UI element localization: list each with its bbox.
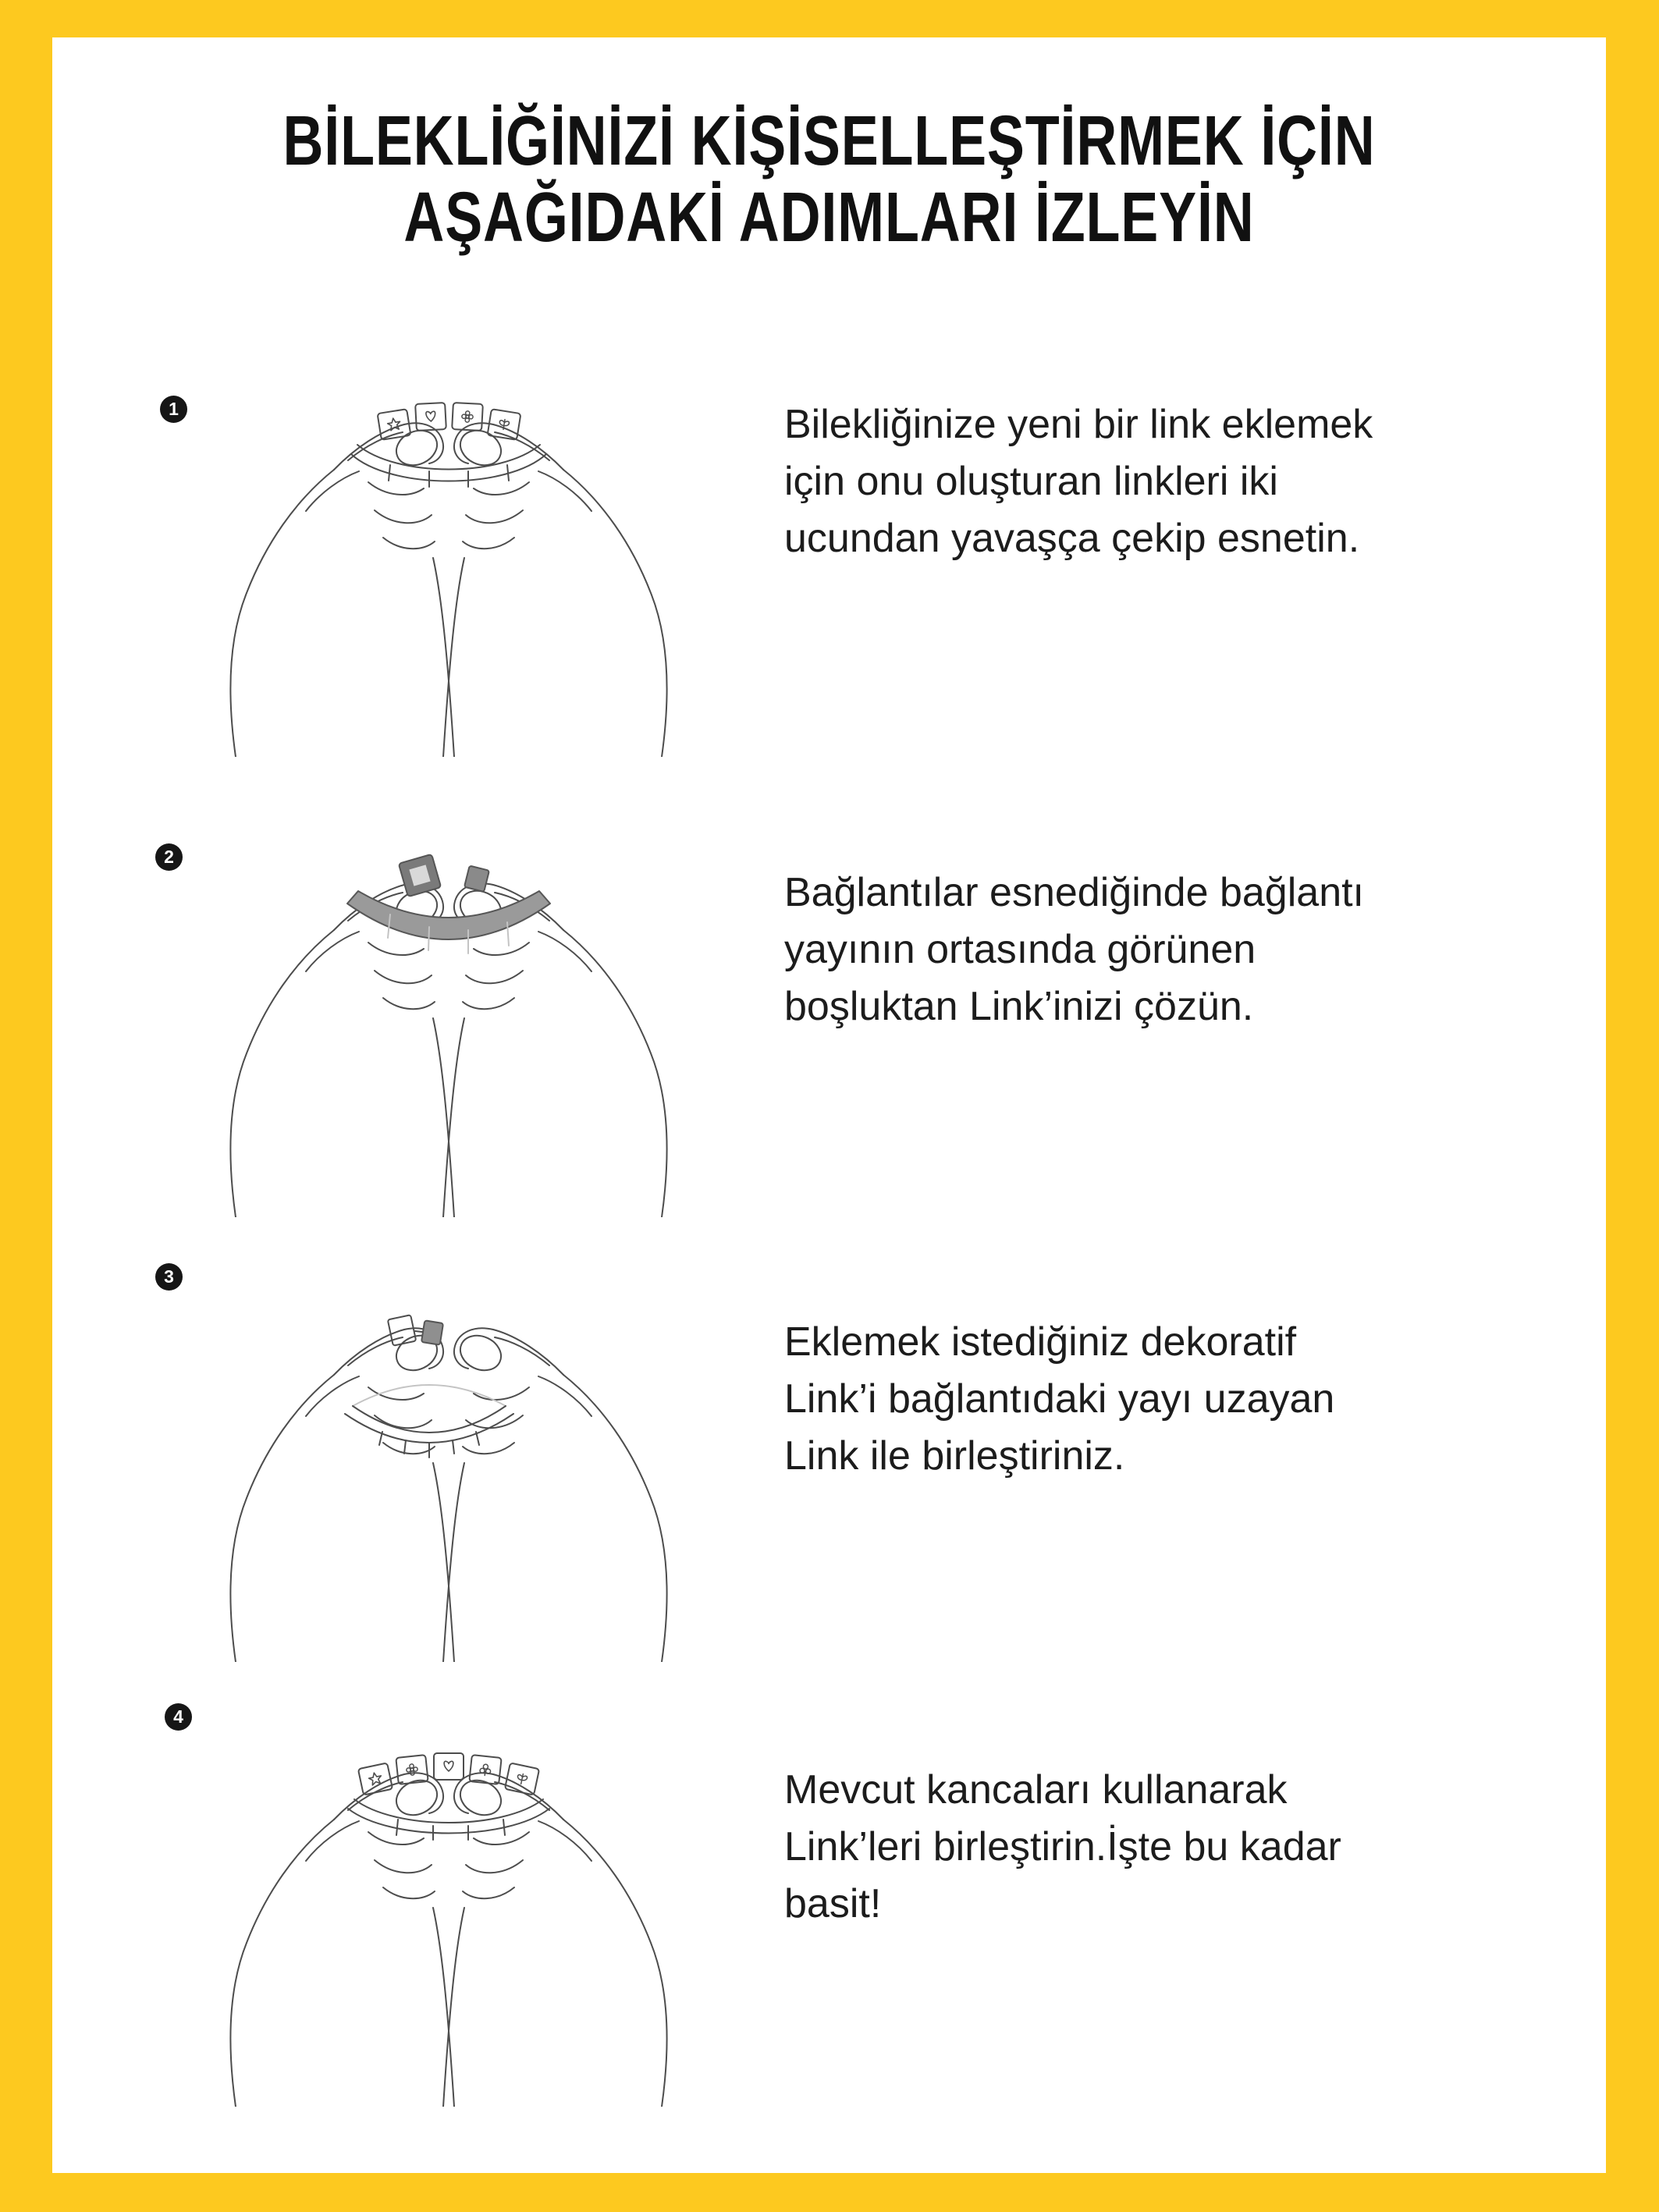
bracelet-band-with-gap	[347, 854, 550, 953]
step-4-number: 4	[173, 1706, 183, 1727]
page-title	[208, 103, 1451, 256]
step-1-text-line-2: için onu oluşturan linkleri iki	[784, 459, 1278, 504]
step-4-text-line-1: Mevcut kancaları kullanarak	[784, 1767, 1288, 1813]
step-2-text-line-2: yayının ortasında görünen	[784, 927, 1256, 972]
step-1-text-line-1: Bilekliğinize yeni bir link eklemek	[784, 402, 1373, 447]
step-3-text	[784, 1314, 1627, 1485]
step-3	[52, 1266, 1606, 1662]
page-title-line-1: BİLEKLİĞİNİZİ KİŞİSELLEŞTİRMEK İÇİN	[282, 102, 1376, 180]
finished-bracelet-with-charms	[348, 1753, 549, 1840]
step-1-illustration	[195, 367, 702, 757]
instruction-page	[52, 37, 1606, 2173]
stretched-band	[347, 891, 550, 939]
left-hand-icon	[230, 423, 454, 757]
step-2-text	[784, 865, 1627, 1035]
step-2-text-line-3: boşluktan Link’inizi çözün.	[784, 984, 1254, 1029]
band-end-link-icon	[464, 866, 489, 892]
link-being-attached	[388, 1315, 443, 1345]
step-3-number: 3	[164, 1266, 174, 1287]
step-1-text-line-3: ucundan yavaşça çekip esnetin.	[784, 516, 1360, 561]
step-4-number-badge	[165, 1703, 192, 1731]
step-2-text-line-1: Bağlantılar esnediğinde bağlantı	[784, 870, 1365, 915]
step-4-text	[784, 1762, 1627, 1933]
left-hand-icon	[230, 1773, 454, 2107]
step-2-illustration	[195, 827, 702, 1217]
bracelet-open-with-charms	[351, 403, 546, 487]
step-4-illustration	[195, 1717, 702, 2107]
right-hand-icon	[443, 1773, 667, 2107]
step-2-number-badge	[155, 843, 183, 871]
step-3-text-line-2: Link’i bağlantıdaki yayı uzayan	[784, 1376, 1335, 1422]
step-1-number: 1	[169, 399, 179, 419]
step-4-text-line-3: basit!	[784, 1881, 882, 1926]
step-3-text-line-1: Eklemek istediğiniz dekoratif	[784, 1319, 1297, 1365]
step-4-text-line-2: Link’leri birleştirin.İşte bu kadar	[784, 1824, 1341, 1869]
left-hand-icon	[230, 1328, 454, 1662]
step-4	[52, 1706, 1606, 2107]
step-1-text	[784, 396, 1627, 567]
step-2	[52, 827, 1606, 1217]
step-3-number-badge	[155, 1263, 183, 1291]
step-2-number: 2	[164, 847, 174, 867]
right-hand-icon	[443, 1328, 667, 1662]
page-title-line-2: AŞAĞIDAKİ ADIMLARI İZLEYİN	[403, 179, 1255, 257]
step-1-number-badge	[160, 396, 187, 423]
step-3-text-line-3: Link ile birleştiriniz.	[784, 1433, 1125, 1479]
right-hand-icon	[443, 423, 667, 757]
step-1	[52, 367, 1606, 757]
step-3-illustration	[195, 1272, 702, 1662]
